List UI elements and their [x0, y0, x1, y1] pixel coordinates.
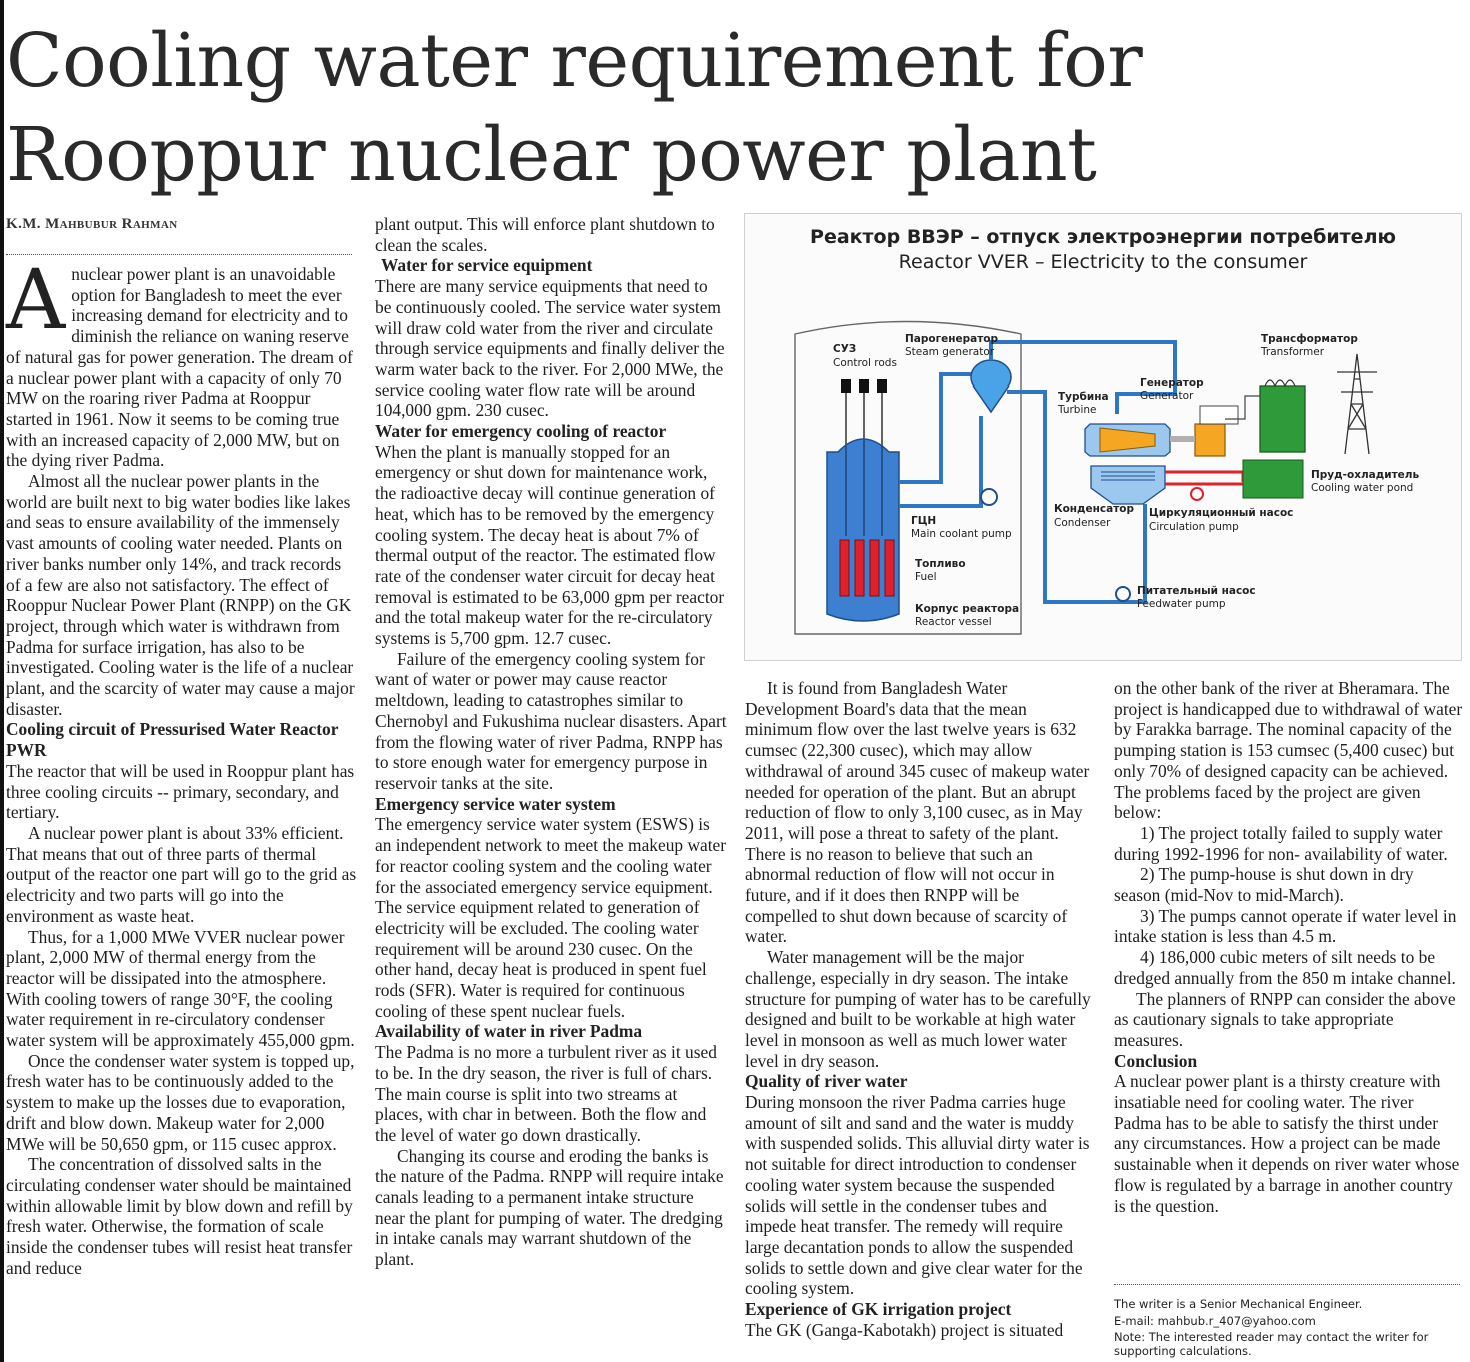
- label-condenser-en: Condenser: [1054, 517, 1111, 529]
- circulation-pump: [1191, 488, 1203, 500]
- label-fuel-en: Fuel: [915, 571, 937, 583]
- list-item: 3) The pumps cannot operate if water level in intake station is less than 4.5 m.: [1114, 905, 1457, 947]
- label-steam-generator-ru: Парогенератор: [905, 333, 999, 345]
- paragraph: The GK (Ganga-Kabotakh) project is situated: [745, 1319, 1064, 1340]
- diagram-svg: [745, 214, 1461, 660]
- list-item: 4) 186,000 cubic meters of silt needs to be dredged annually from the 850 m intake channel.: [1114, 947, 1456, 988]
- label-control-rods-ru: СУЗ: [833, 343, 857, 355]
- paragraph: There are many service equipments that need to be continuously cooled. The service water system will draw cold water from the river and circulate through service equipments and finally deliver the warm water back to the river. For 2,000 MWe, the service cooling water flow rate will be around 104,000 gpm. 230 cusec.: [375, 276, 725, 421]
- paragraph: Changing its course and eroding the banks is the nature of the Padma. RNPP will require intake canals leading to a permanent intake structure near the plant for pumping of water. The dredging in intake canals may warrant shutdown of the plant.: [375, 1145, 724, 1270]
- dropcap: A: [6, 253, 66, 348]
- subheading-service-equipment: Water for service equipment: [381, 255, 593, 276]
- label-transformer-ru: Трансформатор: [1261, 333, 1358, 345]
- label-fuel-ru: Топливо: [915, 558, 966, 570]
- headline: Cooling water requirement for Rooppur nuclear power plant: [6, 18, 1143, 198]
- paragraph: Almost all the nuclear power plants in the world are built next to big water bodies like lakes and seas to ensure availability of the immensely vast amounts of cooling water needed. Plants on river banks number only 14%, and track records of a few are also not satisfactory. The effect of Rooppur Nuclear Power Plant (RNPP) on the GK project, through which water is withdrawn from Padma for surface irrigation, has also to be investigated. Cooling water is the life of a nuclear plant, and the scarcity of water may cause a major disaster.: [6, 471, 355, 719]
- paragraph: The concentration of dissolved salts in the circulating condenser water should be maintained within allowable limit by blow down and refill by fresh water. Otherwise, the formation of scale inside the condenser tubes will resist heat transfer and reduce: [6, 1154, 353, 1278]
- feedwater-pump: [1116, 587, 1130, 601]
- label-steam-generator-en: Steam generator: [905, 346, 995, 358]
- label-generator-en: Generator: [1140, 390, 1194, 402]
- primary-hot-leg: [899, 374, 977, 482]
- footnote-line: Note: The interested reader may contact the writer for supporting calculations.: [1114, 1330, 1429, 1358]
- label-circulation-pump-en: Circulation pump: [1149, 521, 1239, 533]
- transformer: [1260, 386, 1305, 452]
- label-transformer-en: Transformer: [1261, 346, 1325, 358]
- intro-text: nuclear power plant is an unavoidable option for Bangladesh to meet the ever increasing demand for electricity and to diminish the reliance on waning reserve of natural gas for power generation. The dream of a nuclear power plant with a capacity of only 70 MW on the roaring river Padma at Rooppur started in 1961. Now it seems to be coming true with an increased capacity of 2,000 MW, but on the dying river Padma.: [6, 264, 353, 471]
- label-feed-pump-ru: Питательный насос: [1137, 585, 1256, 597]
- subheading-gk-experience: Experience of GK irrigation project: [745, 1299, 1012, 1320]
- main-coolant-pump: [981, 489, 997, 505]
- column-4: [1114, 678, 1464, 1216]
- generator-housing: [1200, 406, 1238, 424]
- label-pond-ru: Пруд-охладитель: [1311, 469, 1420, 481]
- control-rod-drive: [859, 379, 869, 393]
- control-rod-drive: [841, 379, 851, 393]
- subheading-quality: Quality of river water: [745, 1071, 908, 1092]
- control-rod-drive: [877, 379, 887, 393]
- subheading-emergency-cooling: Water for emergency cooling of reactor: [375, 421, 667, 442]
- paragraph: The Padma is no more a turbulent river as it used to be. In the dry season, the river is full of chars. The main course is split into two streams at places, with char in between. Both the flow and the level of water go down drastically.: [375, 1042, 717, 1145]
- list-item: 1) The project totally failed to supply water during 1992-1996 for non- availability of water.: [1114, 822, 1448, 864]
- paragraph: Thus, for a 1,000 MWe VVER nuclear power plant, 2,000 MW of thermal energy from the reactor will be dissipated into the atmosphere. With cooling towers of range 30°F, the cooling water requirement in re-circulatory condenser water system will be approximately 455,000 gpm.: [6, 926, 355, 1051]
- fuel-rod: [855, 540, 864, 596]
- label-main-pump-en: Main coolant pump: [911, 528, 1012, 540]
- diagram-title-ru: Реактор ВВЭР – отпуск электроэнергии потребителю: [810, 226, 1396, 248]
- label-turbine-ru: Турбина: [1058, 391, 1109, 403]
- label-main-pump-ru: ГЦН: [911, 515, 937, 527]
- subheading-conclusion: Conclusion: [1114, 1050, 1198, 1071]
- cooling-water-pond: [1243, 460, 1303, 498]
- paragraph: plant output. This will enforce plant shutdown to clean the scales.: [375, 214, 715, 255]
- paragraph: The planners of RNPP can consider the above as cautionary signals to take appropriate measures.: [1114, 988, 1456, 1050]
- paragraph: on the other bank of the river at Bheramara. The project is handicapped due to withdrawal of water by Farakka barrage. The nominal capacity of the pumping station is 153 cumsec (5,400 cusec) but only 70% of designed capacity can be achieved. The problems faced by the project are given below:: [1114, 678, 1463, 823]
- pylon-icon: [1337, 354, 1377, 454]
- label-generator-ru: Генератор: [1140, 377, 1204, 389]
- paragraph: Failure of the emergency cooling system for want of water or power may cause reactor meltdown, leading to catastrophes similar to Chernobyl and Fukushima nuclear disasters. Apart from the flowing water of river Padma, RNPP has to store enough water for emergency purpose in reservoir tanks at the site.: [375, 648, 727, 793]
- paragraph: Once the condenser water system is topped up, fresh water has to be continuously added to the system to make up the losses due to evaporation, drift and blow down. Makeup water for 2,000 MWe will be 50,650 gpm, or 115 cusec approx.: [6, 1050, 355, 1154]
- intro-paragraph: [6, 253, 358, 471]
- transformer-coils: [1265, 380, 1295, 386]
- subheading-availability: Availability of water in river Padma: [375, 1021, 643, 1042]
- fuel-rod: [870, 540, 879, 596]
- subheading-cooling-circuit: Cooling circuit of Pressurised Water Reactor PWR: [6, 719, 339, 761]
- page-edge-bar: [0, 0, 4, 1362]
- paragraph: It is found from Bangladesh Water Development Board's data that the mean minimum flow over the last twelve years is 632 cumsec (22,300 cusec), which may allow withdrawal of around 345 cusec of makeup water needed for operation of the plant. But an abrupt reduction of flow to only 3,100 cusec, as in May 2011, will pose a threat to safety of the plant. There is no reason to believe that such an abnormal reduction of flow will not occur in future, and if it does then RNPP will be compelled to shut down because of scarcity of water.: [745, 678, 1090, 947]
- column-2: [375, 214, 727, 1270]
- list-item: 2) The pump-house is shut down in dry season (mid-Nov to mid-March).: [1114, 864, 1414, 906]
- column-3: [745, 678, 1095, 1341]
- label-turbine-en: Turbine: [1058, 404, 1097, 416]
- paragraph: A nuclear power plant is about 33% efficient. That means that out of three parts of thermal output of the reactor one part will go to the grid as electricity and two parts will go into the environment as waste heat.: [6, 822, 357, 926]
- reactor-diagram: [744, 213, 1462, 661]
- label-vessel-ru: Корпус реактора: [915, 603, 1020, 615]
- paragraph: During monsoon the river Padma carries huge amount of silt and sand and the water is muddy with suspended solids. This alluvial dirty water is not suitable for direct introduction to condenser cooling water system because the suspended solids will settle in the condenser tubes and impede heat transfer. The remedy will require large decantation ponds to allow the suspended solids to settle down and give clear water for the cooling system.: [745, 1092, 1090, 1299]
- byline: K.M. Mahbubur Rahman: [6, 216, 178, 232]
- footnote-line: The writer is a Senior Mechanical Engineer.: [1114, 1297, 1363, 1311]
- footnote-divider: [1114, 1284, 1460, 1285]
- label-feed-pump-en: Feedwater pump: [1137, 598, 1226, 610]
- paragraph: A nuclear power plant is a thirsty creature with insatiable need for cooling water. The river Padma has to be able to satisfy the thirst under any circumstances. How a project can be made sustainable when it depends on river water whose flow is regulated by a barrage in another country is the question.: [1114, 1071, 1460, 1216]
- paragraph: Water management will be the major challenge, especially in dry season. The intake structure for pumping of water has to be carefully designed and built to be workable at high water level in monsoon as well as much lower water level in dry season.: [745, 947, 1091, 1071]
- label-pond-en: Cooling water pond: [1311, 482, 1414, 494]
- fuel-rod: [885, 540, 894, 596]
- steam-generator-base: [973, 386, 1009, 412]
- diagram-title-en: Reactor VVER – Electricity to the consumer: [898, 251, 1308, 273]
- paragraph: When the plant is manually stopped for an emergency or shut down for maintenance work, the radioactive decay will continue generation of heat, which has to be removed by the emergency cooling system. The decay heat is about 7% of thermal output of the reactor. The estimated flow rate of the condenser water circuit for decay heat removal is estimated to be 63,000 gpm per reactor and the total makeup water for the re-circulatory systems is 5,700 gpm. 12.7 cusec.: [375, 441, 725, 649]
- label-vessel-en: Reactor vessel: [915, 616, 992, 628]
- footnote-email: E-mail: mahbub.r_407@yahoo.com: [1114, 1314, 1316, 1328]
- fuel-rod: [840, 540, 849, 596]
- column-1: [6, 253, 358, 1278]
- label-condenser-ru: Конденсатор: [1054, 503, 1135, 515]
- shaft: [1170, 436, 1195, 442]
- label-circulation-pump-ru: Циркуляционный насос: [1149, 507, 1294, 519]
- subheading-esws: Emergency service water system: [375, 793, 616, 814]
- paragraph: The reactor that will be used in Rooppur plant has three cooling circuits -- primary, secondary, and tertiary.: [6, 760, 355, 823]
- label-control-rods-en: Control rods: [833, 357, 897, 369]
- cooling-water-out: [1165, 472, 1243, 482]
- generator: [1195, 424, 1225, 456]
- paragraph: The emergency service water system (ESWS) is an independent network to meet the makeup water for reactor cooling system and the cooling water for the associated emergency service equipment. The service equipment related to generation of electricity will be excluded. The cooling water requirement will be around 230 cusec. On the other hand, decay heat is produced in spent fuel rods (SFR). Water is required for continuous cooling of these spent nuclear fuels.: [375, 814, 727, 1021]
- author-footnote: [1114, 1296, 1464, 1358]
